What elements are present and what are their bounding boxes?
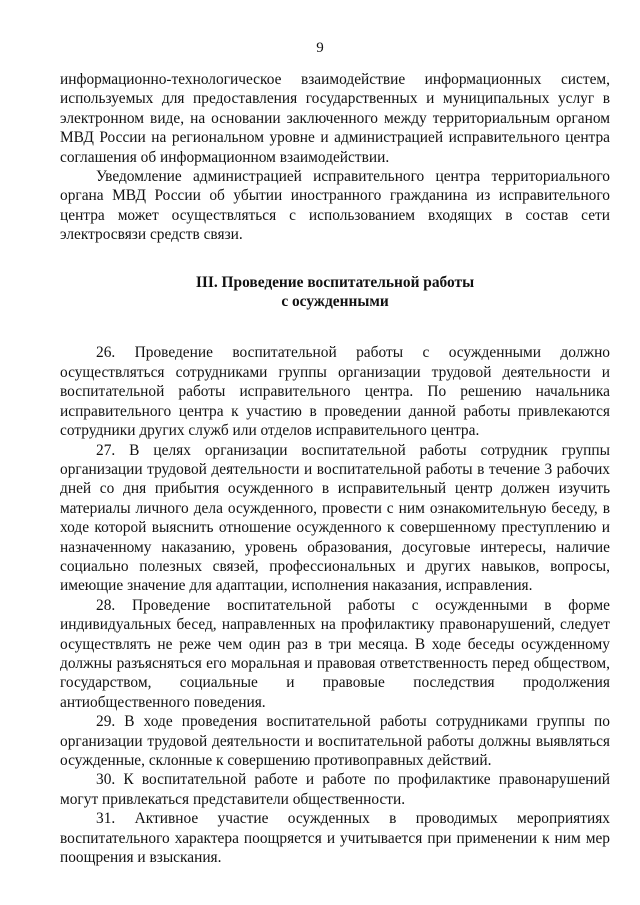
- item-30: 30. К воспитательной работе и работе по профилактике правонарушений могут привлекаться представители общественности.: [60, 771, 610, 808]
- item-26: 26. Проведение воспитательной работы с осужденными должно осуществляться сотрудниками группы организации трудовой деятельности и воспитательной работы исправительного центра. По решению начальника исправительного центра к участию в проведении данной работы привлекаются сотрудники других служб или отделов исправительного центра.: [60, 344, 610, 440]
- item-31: 31. Активное участие осужденных в проводимых мероприятиях воспитательного характера поощряется и учитывается при применении к ним мер поощрения и взыскания.: [60, 810, 610, 867]
- section-heading: [60, 273, 610, 312]
- paragraph-continuation: информационно-технологическое взаимодействие информационных систем, используемых для предоставления государственных и муниципальных услуг в электронном виде, на основании заключенного между территориальным органом МВД России на региональном уровне и администрацией исправительного центра соглашения об информационном взаимодействии.: [60, 71, 610, 166]
- item-27: 27. В целях организации воспитательной работы сотрудник группы организации трудовой деятельности и воспитательной работы в течение 3 рабочих дней со дня прибытия осужденного в исправительный центр должен изучить материалы личного дела осужденного, провести с ним ознакомительную беседу, в ходе которой выяснить отношение осужденного к совершенному преступлению и назначенному наказанию, уровень образования, досуговые интересы, наличие социально полезных связей, профессиональных и других навыков, вопросы, имеющие значение для адаптации, исполнения наказания, исправления.: [60, 441, 610, 595]
- section-title-line-1: III. Проведение воспитательной работы: [195, 273, 475, 291]
- section-title-line-2: с осужденными: [281, 293, 389, 311]
- document-body: [60, 70, 610, 867]
- item-29: 29. В ходе проведения воспитательной работы сотрудниками группы по организации трудовой деятельности и воспитательной работы должны выявляться осужденные, склонные к совершению противоправных действий.: [60, 713, 610, 769]
- paragraph-notification: Уведомление администрацией исправительного центра территориального органа МВД России об убытии иностранного гражданина из исправительного центра может осуществляться с использованием входящих в состав сети электросвязи средств связи.: [60, 168, 610, 244]
- item-28: 28. Проведение воспитательной работы с осужденными в форме индивидуальных бесед, направленных на профилактику правонарушений, следует осуществлять не реже чем один раз в три месяца. В ходе беседы осужденному должны разъясняться его моральная и правовая ответственность перед обществом, государством, социальные и правовые последствия продолжения антиобщественного поведения.: [60, 596, 610, 711]
- page-number: 9: [316, 40, 324, 56]
